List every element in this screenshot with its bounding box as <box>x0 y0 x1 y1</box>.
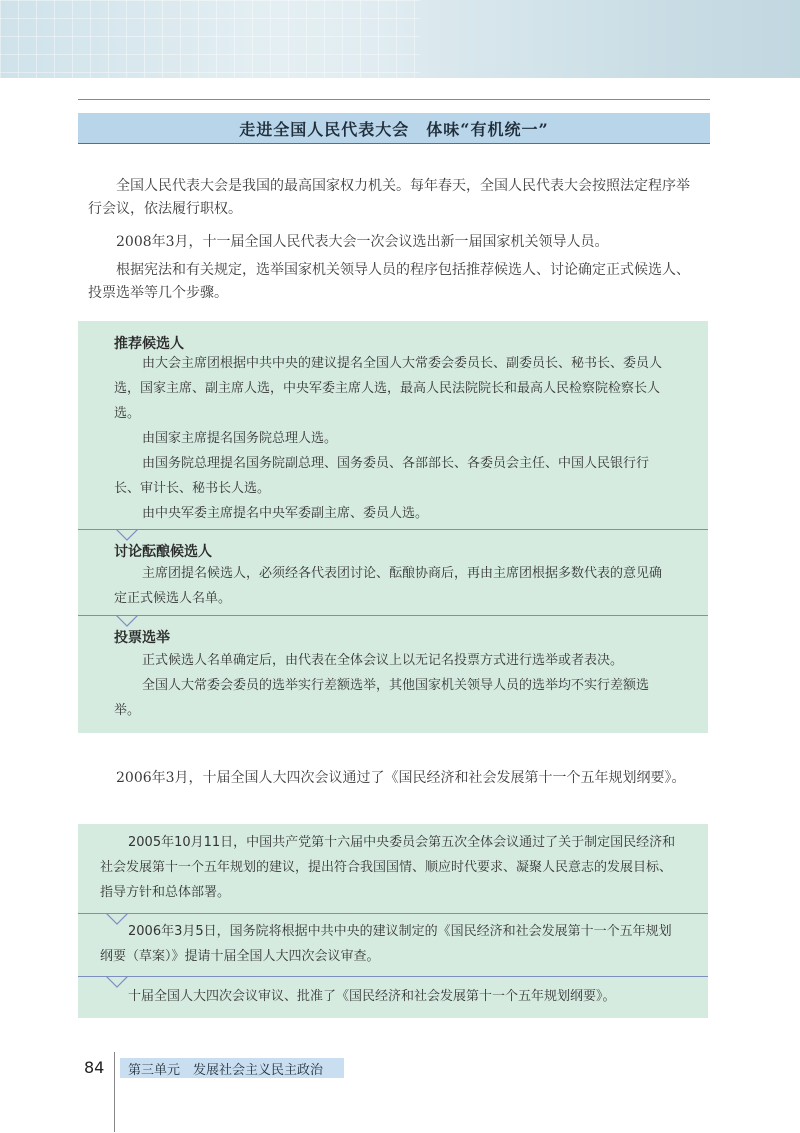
step3-item-2: 全国人大常委会委员的选举实行差额选举，其他国家机关领导人员的选举均不实行差额选举。 <box>114 678 650 718</box>
step-divider-2 <box>78 615 708 616</box>
election-procedure-box <box>78 321 708 733</box>
five-year-plan-box <box>78 824 708 1018</box>
chevron-down-icon <box>116 529 138 541</box>
intro-paragraph-1: 全国人民代表大会是我国的最高国家权力机关。每年春天，全国人民代表大会按照法定程序举行会议，依法履行职权。 <box>88 178 690 217</box>
plan-divider-1 <box>78 913 708 914</box>
top-rule <box>78 99 710 100</box>
plan-step-1: 2005年10月11日，中国共产党第十六届中央委员会第五次全体会议通过了关于制定国民经济和社会发展第十一个五年规划的建议，提出符合我国国情、顺应时代要求、凝聚人民意志的发展目标、指导方针和总体部署。 <box>100 835 676 900</box>
plan-divider-2 <box>78 976 708 977</box>
footer-vertical-rule <box>114 1052 115 1132</box>
banner-shade <box>380 0 800 78</box>
step1-item-3: 由国务院总理提名国务院副总理、国务委员、各部部长、各委员会主任、中国人民银行行长、审计长、秘书长人选。 <box>114 456 650 496</box>
banner-grid-pattern <box>0 0 420 78</box>
plan-step-3: 十届全国人大四次会议审议、批准了《国民经济和社会发展第十一个五年规划纲要》。 <box>128 989 616 1004</box>
section-title: 走进全国人民代表大会 体味“有机统一” <box>78 113 710 144</box>
intro-paragraph-3: 根据宪法和有关规定，选举国家机关领导人员的程序包括推荐候选人、讨论确定正式候选人、投票选举等几个步骤。 <box>88 262 690 301</box>
step-divider-1 <box>78 529 708 530</box>
step-title-vote: 投票选举 <box>114 630 170 646</box>
step1-item-1: 由大会主席团根据中共中央的建议提名全国人大常委会委员长、副委员长、秘书长、委员人选，国家主席、副主席人选，中央军委主席人选，最高人民法院院长和最高人民检察院检察长人选。 <box>114 356 663 421</box>
plan-step-2: 2006年3月5日，国务院将根据中共中央的建议制定的《国民经济和社会发展第十一个五年规划纲要（草案）》提请十届全国人大四次会议审查。 <box>100 924 672 964</box>
unit-label: 第三单元 发展社会主义民主政治 <box>120 1058 344 1078</box>
plan-intro-paragraph: 2006年3月，十届全国人大四次会议通过了《国民经济和社会发展第十一个五年规划纲要》。 <box>116 770 686 786</box>
step2-item-1: 主席团提名候选人，必须经各代表团讨论、酝酿协商后，再由主席团根据多数代表的意见确定正式候选人名单。 <box>114 566 663 606</box>
page-number: 84 <box>84 1058 105 1077</box>
step-title-recommend: 推荐候选人 <box>114 336 184 352</box>
step1-item-2: 由国家主席提名国务院总理人选。 <box>142 431 338 446</box>
chevron-down-icon <box>116 615 138 627</box>
top-banner <box>0 0 800 78</box>
step1-item-4: 由中央军委主席提名中央军委副主席、委员人选。 <box>142 506 429 521</box>
intro-paragraph-2: 2008年3月，十一届全国人民代表大会一次会议选出新一届国家机关领导人员。 <box>116 234 609 250</box>
step-title-discuss: 讨论酝酿候选人 <box>114 544 212 560</box>
step3-item-1: 正式候选人名单确定后，由代表在全体会议上以无记名投票方式进行选举或者表决。 <box>142 653 624 668</box>
